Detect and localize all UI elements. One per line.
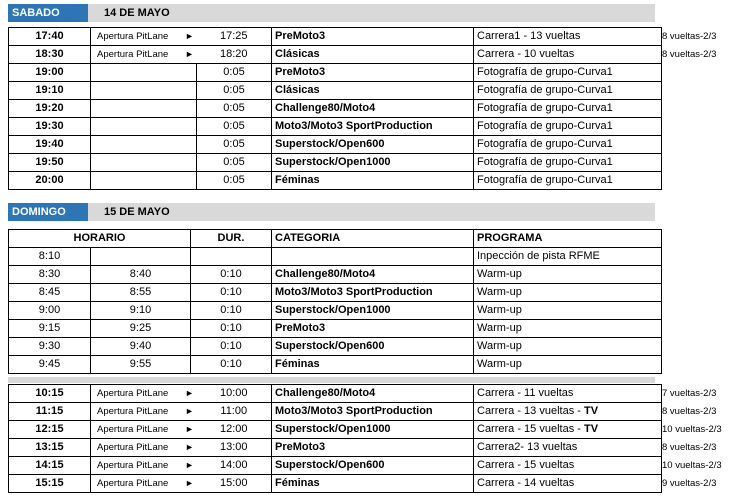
program-cell: Fotografía de grupo-Curva1 xyxy=(474,118,662,136)
time-cell: 17:40 xyxy=(9,28,91,46)
schedule-row xyxy=(9,100,737,118)
program-cell: Fotografía de grupo-Curva1 xyxy=(474,172,662,190)
schedule-row xyxy=(9,46,737,64)
laps-note: 8 vueltas-2/3 xyxy=(662,442,717,453)
program-cell xyxy=(474,385,662,403)
empty-cell xyxy=(91,154,197,172)
blank-cell xyxy=(662,100,737,118)
sunday-header-band xyxy=(8,203,655,221)
program-text: Carrera2- 13 vueltas xyxy=(477,441,578,453)
start-time-cell: 9:00 xyxy=(9,302,91,320)
schedule-row xyxy=(9,82,737,100)
arrow-icon: ► xyxy=(183,385,197,403)
empty-cell xyxy=(91,100,197,118)
pitlane-time-cell: 18:20 xyxy=(197,46,272,64)
duration-header: DUR. xyxy=(191,230,272,248)
pitlane-open-cell: Apertura PitLane xyxy=(91,385,183,403)
category-cell: Féminas xyxy=(272,356,474,374)
time-cell: 19:50 xyxy=(9,154,91,172)
tv-badge: TV xyxy=(583,423,599,435)
time-cell: 15:15 xyxy=(9,475,91,493)
category-cell: Clásicas xyxy=(272,46,474,64)
program-cell: Carrera - 10 vueltas xyxy=(474,46,662,64)
category-cell: Superstock/Open1000 xyxy=(272,302,474,320)
end-time-cell: 9:40 xyxy=(91,338,191,356)
category-cell: Féminas xyxy=(272,172,474,190)
category-cell: Moto3/Moto3 SportProduction xyxy=(272,118,474,136)
warmup-row xyxy=(9,266,662,284)
start-time-cell: 8:45 xyxy=(9,284,91,302)
time-cell: 19:30 xyxy=(9,118,91,136)
blank-cell xyxy=(662,136,737,154)
saturday-date-label: 14 DE MAYO xyxy=(104,7,170,19)
empty-cell xyxy=(91,172,197,190)
program-text: Carrera - 14 vueltas xyxy=(477,477,575,489)
duration-cell: 0:05 xyxy=(197,118,272,136)
duration-cell xyxy=(191,248,272,266)
duration-cell: 0:10 xyxy=(191,302,272,320)
category-cell: Challenge80/Moto4 xyxy=(272,266,474,284)
time-cell: 18:30 xyxy=(9,46,91,64)
arrow-icon: ► xyxy=(183,439,197,457)
laps-note: 10 vueltas-2/3 xyxy=(662,424,722,435)
time-cell: 10:15 xyxy=(9,385,91,403)
arrow-icon: ► xyxy=(183,46,197,64)
schedule-row xyxy=(9,118,737,136)
time-cell: 20:00 xyxy=(9,172,91,190)
duration-cell: 0:05 xyxy=(197,154,272,172)
program-cell: Inpección de pista RFME xyxy=(474,248,662,266)
arrow-icon: ► xyxy=(183,403,197,421)
pitlane-open-cell: Apertura PitLane xyxy=(91,457,183,475)
program-cell xyxy=(474,439,662,457)
program-cell xyxy=(474,457,662,475)
arrow-icon: ► xyxy=(183,457,197,475)
program-cell: Warm-up xyxy=(474,266,662,284)
start-time-cell: 9:15 xyxy=(9,320,91,338)
duration-cell: 0:05 xyxy=(197,82,272,100)
schedule-row xyxy=(9,28,737,46)
time-cell: 19:00 xyxy=(9,64,91,82)
pitlane-open-cell: Apertura PitLane xyxy=(91,421,183,439)
pitlane-open-cell: Apertura PitLane xyxy=(91,46,183,64)
category-cell: Challenge80/Moto4 xyxy=(272,385,474,403)
category-header: CATEGORIA xyxy=(272,230,474,248)
program-cell: Warm-up xyxy=(474,356,662,374)
program-cell: Warm-up xyxy=(474,302,662,320)
program-cell: Fotografía de grupo-Curva1 xyxy=(474,64,662,82)
category-cell: Superstock/Open600 xyxy=(272,136,474,154)
duration-cell: 0:10 xyxy=(191,320,272,338)
pitlane-time-cell: 13:00 xyxy=(197,439,272,457)
program-text: Carrera - 15 vueltas - xyxy=(477,423,584,435)
schedule-row xyxy=(9,64,737,82)
sunday-header-row xyxy=(9,230,662,248)
duration-cell: 0:05 xyxy=(197,64,272,82)
program-text: Carrera - 15 vueltas xyxy=(477,459,575,471)
pitlane-time-cell: 17:25 xyxy=(197,28,272,46)
category-cell: Moto3/Moto3 SportProduction xyxy=(272,284,474,302)
laps-note: 8 vueltas-2/3 xyxy=(662,49,717,60)
pitlane-open-cell: Apertura PitLane xyxy=(91,475,183,493)
sunday-day-label: DOMINGO xyxy=(8,203,88,221)
sunday-races-table xyxy=(8,384,737,493)
laps-note: 8 vueltas-2/3 xyxy=(662,406,717,417)
empty-cell xyxy=(91,136,197,154)
category-cell: PreMoto3 xyxy=(272,320,474,338)
race-row xyxy=(9,475,737,493)
empty-cell xyxy=(91,64,197,82)
pitlane-open-cell: Apertura PitLane xyxy=(91,403,183,421)
program-cell: Warm-up xyxy=(474,320,662,338)
arrow-icon: ► xyxy=(183,421,197,439)
blank-cell xyxy=(662,64,737,82)
category-cell: Clásicas xyxy=(272,82,474,100)
laps-note: 9 vueltas-2/3 xyxy=(662,478,717,489)
program-cell: Warm-up xyxy=(474,284,662,302)
program-cell: Carrera1 - 13 vueltas xyxy=(474,28,662,46)
category-cell: Superstock/Open1000 xyxy=(272,421,474,439)
category-cell: Superstock/Open600 xyxy=(272,457,474,475)
blank-cell xyxy=(662,172,737,190)
blank-cell xyxy=(662,82,737,100)
end-time-cell: 8:40 xyxy=(91,266,191,284)
warmup-row xyxy=(9,338,662,356)
sunday-date-label: 15 DE MAYO xyxy=(104,206,170,218)
duration-cell: 0:05 xyxy=(197,172,272,190)
program-cell: Fotografía de grupo-Curva1 xyxy=(474,154,662,172)
warmup-row xyxy=(9,302,662,320)
end-time-cell: 9:25 xyxy=(91,320,191,338)
category-cell xyxy=(272,248,474,266)
blank-cell xyxy=(662,154,737,172)
race-row xyxy=(9,385,737,403)
program-cell: Fotografía de grupo-Curva1 xyxy=(474,136,662,154)
laps-note: 8 vueltas-2/3 xyxy=(662,31,717,42)
schedule-row xyxy=(9,172,737,190)
program-cell xyxy=(474,475,662,493)
blank-cell xyxy=(662,118,737,136)
pitlane-time-cell: 10:00 xyxy=(197,385,272,403)
empty-cell xyxy=(91,82,197,100)
category-cell: Féminas xyxy=(272,475,474,493)
category-cell: PreMoto3 xyxy=(272,64,474,82)
start-time-cell: 9:30 xyxy=(9,338,91,356)
race-row xyxy=(9,457,737,475)
saturday-header-band xyxy=(8,4,655,22)
arrow-icon: ► xyxy=(183,475,197,493)
program-cell: Warm-up xyxy=(474,338,662,356)
program-text: Carrera - 13 vueltas - xyxy=(477,405,584,417)
time-cell: 11:15 xyxy=(9,403,91,421)
pitlane-time-cell: 12:00 xyxy=(197,421,272,439)
horario-header: HORARIO xyxy=(9,230,191,248)
program-cell xyxy=(474,421,662,439)
time-cell: 19:10 xyxy=(9,82,91,100)
start-time-cell: 9:45 xyxy=(9,356,91,374)
duration-cell: 0:10 xyxy=(191,284,272,302)
time-cell: 12:15 xyxy=(9,421,91,439)
pitlane-time-cell: 15:00 xyxy=(197,475,272,493)
warmup-row xyxy=(9,356,662,374)
program-header: PROGRAMA xyxy=(474,230,662,248)
pitlane-open-cell: Apertura PitLane xyxy=(91,439,183,457)
end-time-cell xyxy=(91,248,191,266)
duration-cell: 0:05 xyxy=(197,100,272,118)
duration-cell: 0:10 xyxy=(191,338,272,356)
program-cell: Fotografía de grupo-Curva1 xyxy=(474,82,662,100)
saturday-day-label: SABADO xyxy=(8,4,88,22)
pitlane-time-cell: 11:00 xyxy=(197,403,272,421)
pitlane-open-cell: Apertura PitLane xyxy=(91,28,183,46)
warmup-row xyxy=(9,320,662,338)
end-time-cell: 8:55 xyxy=(91,284,191,302)
duration-cell: 0:10 xyxy=(191,356,272,374)
section-separator xyxy=(8,377,655,383)
time-cell: 19:40 xyxy=(9,136,91,154)
schedule-row xyxy=(9,154,737,172)
pitlane-time-cell: 14:00 xyxy=(197,457,272,475)
empty-cell xyxy=(91,118,197,136)
warmup-row xyxy=(9,284,662,302)
category-cell: Moto3/Moto3 SportProduction xyxy=(272,403,474,421)
tv-badge: TV xyxy=(583,405,599,417)
sunday-warmup-table xyxy=(8,229,662,374)
race-row xyxy=(9,439,737,457)
race-row xyxy=(9,403,737,421)
saturday-schedule-table xyxy=(8,27,737,190)
program-cell xyxy=(474,403,662,421)
time-cell: 13:15 xyxy=(9,439,91,457)
program-cell: Fotografía de grupo-Curva1 xyxy=(474,100,662,118)
category-cell: PreMoto3 xyxy=(272,28,474,46)
category-cell: PreMoto3 xyxy=(272,439,474,457)
arrow-icon: ► xyxy=(183,28,197,46)
start-time-cell: 8:30 xyxy=(9,266,91,284)
program-text: Carrera - 11 vueltas xyxy=(477,387,574,399)
end-time-cell: 9:10 xyxy=(91,302,191,320)
time-cell: 19:20 xyxy=(9,100,91,118)
duration-cell: 0:05 xyxy=(197,136,272,154)
duration-cell: 0:10 xyxy=(191,266,272,284)
time-cell: 14:15 xyxy=(9,457,91,475)
schedule-row xyxy=(9,136,737,154)
laps-note: 10 vueltas-2/3 xyxy=(662,460,722,471)
category-cell: Challenge80/Moto4 xyxy=(272,100,474,118)
race-row xyxy=(9,421,737,439)
start-time-cell: 8:10 xyxy=(9,248,91,266)
category-cell: Superstock/Open600 xyxy=(272,338,474,356)
category-cell: Superstock/Open1000 xyxy=(272,154,474,172)
end-time-cell: 9:55 xyxy=(91,356,191,374)
laps-note: 7 vueltas-2/3 xyxy=(662,388,717,399)
warmup-row xyxy=(9,248,662,266)
